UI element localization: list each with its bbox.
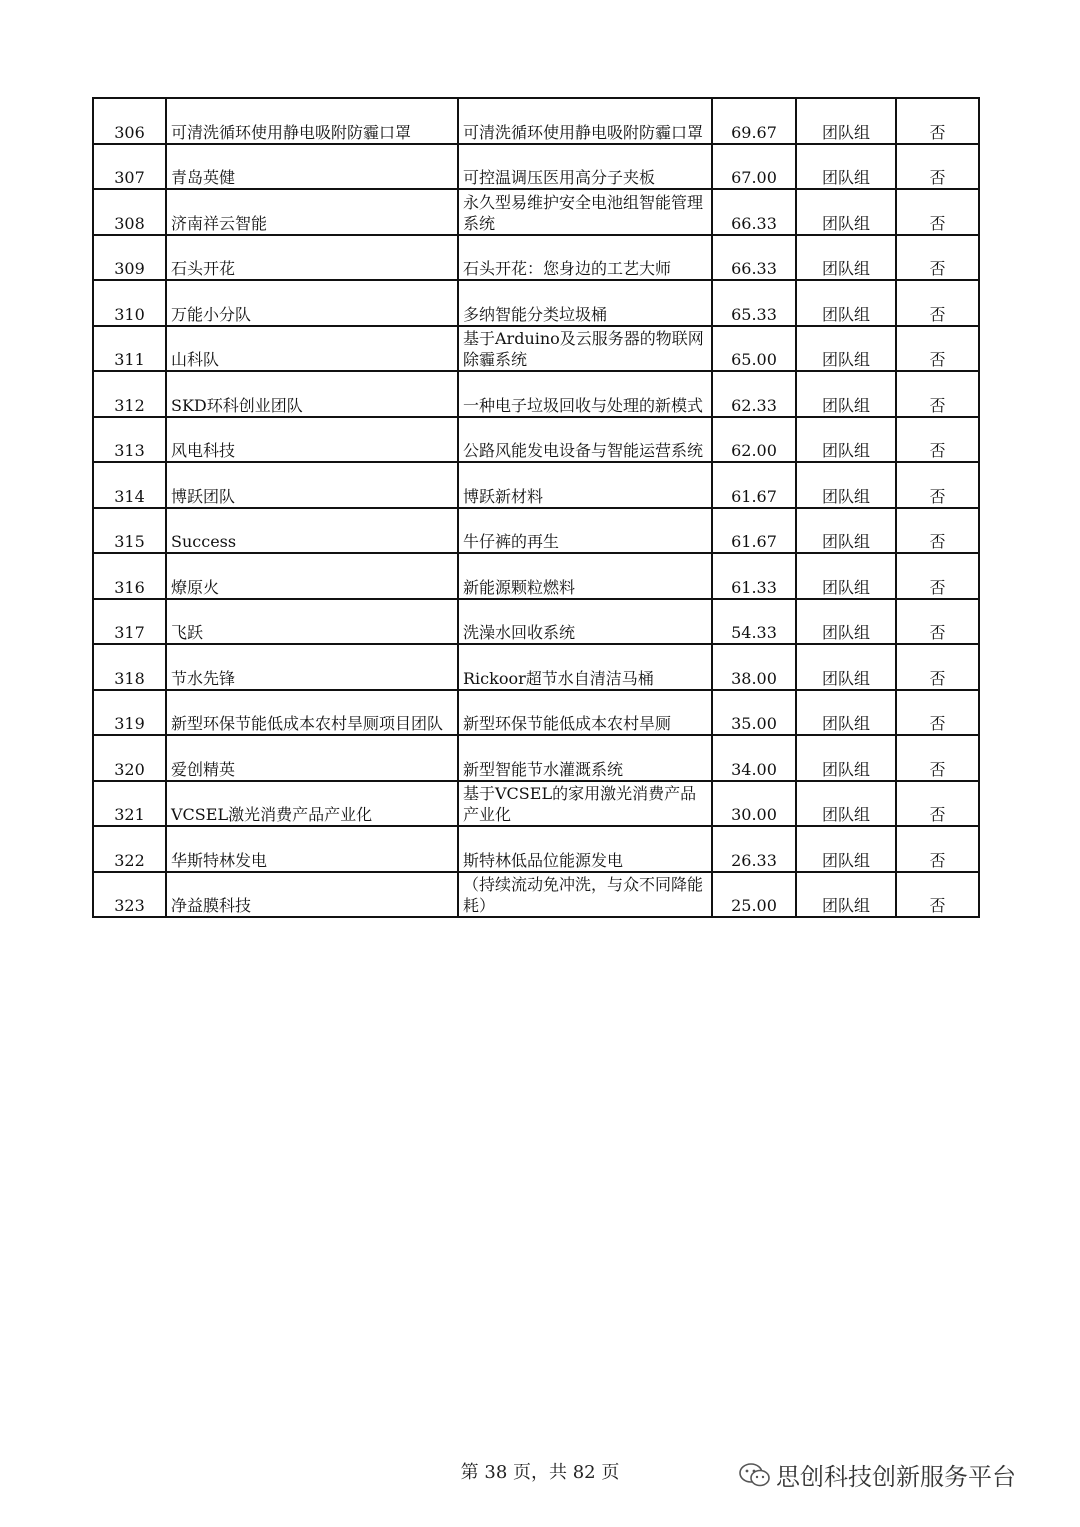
group-cell: 团队组: [796, 417, 896, 463]
group-cell: 团队组: [796, 280, 896, 326]
flag-cell: 否: [896, 371, 979, 417]
row-number-cell: 308: [93, 189, 166, 235]
table-row: [93, 553, 979, 599]
row-number-cell: 322: [93, 826, 166, 872]
project-name-cell: 可清洗循环使用静电吸附防霾口罩: [458, 98, 712, 144]
project-name-cell: 公路风能发电设备与智能运营系统: [458, 417, 712, 463]
project-name-cell: 洗澡水回收系统: [458, 599, 712, 645]
group-cell: 团队组: [796, 644, 896, 690]
team-name-cell: 燎原火: [166, 553, 458, 599]
project-name-cell: Rickoor超节水自清洁马桶: [458, 644, 712, 690]
group-cell: 团队组: [796, 735, 896, 781]
table-row: [93, 189, 979, 235]
group-cell: 团队组: [796, 462, 896, 508]
project-name-cell: 新型环保节能低成本农村旱厕: [458, 690, 712, 736]
score-cell: 34.00: [712, 735, 796, 781]
project-name-cell: 基于VCSEL的家用激光消费产品产业化: [458, 781, 712, 827]
row-number-cell: 314: [93, 462, 166, 508]
flag-cell: 否: [896, 144, 979, 190]
score-cell: 61.67: [712, 462, 796, 508]
row-number-cell: 307: [93, 144, 166, 190]
watermark: [738, 1457, 1016, 1492]
table-row: [93, 326, 979, 372]
score-cell: 65.00: [712, 326, 796, 372]
flag-cell: 否: [896, 872, 979, 918]
row-number-cell: 306: [93, 98, 166, 144]
table-row: [93, 235, 979, 281]
project-name-cell: 一种电子垃圾回收与处理的新模式: [458, 371, 712, 417]
row-number-cell: 320: [93, 735, 166, 781]
group-cell: 团队组: [796, 553, 896, 599]
score-cell: 35.00: [712, 690, 796, 736]
team-name-cell: 万能小分队: [166, 280, 458, 326]
table-row: [93, 781, 979, 827]
team-name-cell: 节水先锋: [166, 644, 458, 690]
flag-cell: 否: [896, 553, 979, 599]
score-cell: 61.33: [712, 553, 796, 599]
results-table: [92, 97, 980, 918]
table-row: [93, 644, 979, 690]
watermark-text: 思创科技创新服务平台: [776, 1463, 1016, 1491]
score-cell: 26.33: [712, 826, 796, 872]
group-cell: 团队组: [796, 144, 896, 190]
group-cell: 团队组: [796, 235, 896, 281]
flag-cell: 否: [896, 599, 979, 645]
project-name-cell: 多纳智能分类垃圾桶: [458, 280, 712, 326]
project-name-cell: 博跃新材料: [458, 462, 712, 508]
flag-cell: 否: [896, 98, 979, 144]
team-name-cell: 青岛英健: [166, 144, 458, 190]
table-row: [93, 735, 979, 781]
team-name-cell: VCSEL激光消费产品产业化: [166, 781, 458, 827]
row-number-cell: 323: [93, 872, 166, 918]
flag-cell: 否: [896, 735, 979, 781]
team-name-cell: 爱创精英: [166, 735, 458, 781]
group-cell: 团队组: [796, 98, 896, 144]
flag-cell: 否: [896, 644, 979, 690]
team-name-cell: 博跃团队: [166, 462, 458, 508]
project-name-cell: 牛仔裤的再生: [458, 508, 712, 554]
row-number-cell: 318: [93, 644, 166, 690]
row-number-cell: 317: [93, 599, 166, 645]
table-row: [93, 371, 979, 417]
row-number-cell: 309: [93, 235, 166, 281]
team-name-cell: Success: [166, 508, 458, 554]
table-row: [93, 599, 979, 645]
project-name-cell: 石头开花：您身边的工艺大师: [458, 235, 712, 281]
table-row: [93, 280, 979, 326]
flag-cell: 否: [896, 235, 979, 281]
team-name-cell: 净益膜科技: [166, 872, 458, 918]
team-name-cell: 石头开花: [166, 235, 458, 281]
team-name-cell: 新型环保节能低成本农村旱厕项目团队: [166, 690, 458, 736]
group-cell: 团队组: [796, 189, 896, 235]
table-row: [93, 417, 979, 463]
row-number-cell: 312: [93, 371, 166, 417]
table-row: [93, 508, 979, 554]
flag-cell: 否: [896, 690, 979, 736]
score-cell: 62.00: [712, 417, 796, 463]
team-name-cell: 山科队: [166, 326, 458, 372]
score-cell: 65.33: [712, 280, 796, 326]
team-name-cell: 飞跃: [166, 599, 458, 645]
project-name-cell: 新能源颗粒燃料: [458, 553, 712, 599]
flag-cell: 否: [896, 508, 979, 554]
group-cell: 团队组: [796, 872, 896, 918]
group-cell: 团队组: [796, 826, 896, 872]
table-row: [93, 98, 979, 144]
score-cell: 54.33: [712, 599, 796, 645]
row-number-cell: 316: [93, 553, 166, 599]
project-name-cell: 永久型易维护安全电池组智能管理系统: [458, 189, 712, 235]
flag-cell: 否: [896, 417, 979, 463]
group-cell: 团队组: [796, 781, 896, 827]
row-number-cell: 311: [93, 326, 166, 372]
row-number-cell: 319: [93, 690, 166, 736]
team-name-cell: 济南祥云智能: [166, 189, 458, 235]
table-row: [93, 826, 979, 872]
page-number: 第 38 页，共 82 页: [460, 1462, 620, 1483]
score-cell: 25.00: [712, 872, 796, 918]
group-cell: 团队组: [796, 508, 896, 554]
flag-cell: 否: [896, 280, 979, 326]
project-name-cell: 斯特林低品位能源发电: [458, 826, 712, 872]
table-row: [93, 872, 979, 918]
results-table-body: [93, 98, 979, 917]
team-name-cell: 风电科技: [166, 417, 458, 463]
score-cell: 61.67: [712, 508, 796, 554]
score-cell: 38.00: [712, 644, 796, 690]
team-name-cell: SKD环科创业团队: [166, 371, 458, 417]
row-number-cell: 315: [93, 508, 166, 554]
row-number-cell: 321: [93, 781, 166, 827]
flag-cell: 否: [896, 462, 979, 508]
flag-cell: 否: [896, 326, 979, 372]
table-row: [93, 690, 979, 736]
flag-cell: 否: [896, 781, 979, 827]
score-cell: 69.67: [712, 98, 796, 144]
score-cell: 67.00: [712, 144, 796, 190]
team-name-cell: 可清洗循环使用静电吸附防霾口罩: [166, 98, 458, 144]
group-cell: 团队组: [796, 690, 896, 736]
group-cell: 团队组: [796, 326, 896, 372]
project-name-cell: 可控温调压医用高分子夹板: [458, 144, 712, 190]
group-cell: 团队组: [796, 371, 896, 417]
table-row: [93, 462, 979, 508]
score-cell: 66.33: [712, 189, 796, 235]
score-cell: 66.33: [712, 235, 796, 281]
row-number-cell: 313: [93, 417, 166, 463]
group-cell: 团队组: [796, 599, 896, 645]
score-cell: 30.00: [712, 781, 796, 827]
project-name-cell: （持续流动免冲洗，与众不同降能耗）: [458, 872, 712, 918]
project-name-cell: 基于Arduino及云服务器的物联网除霾系统: [458, 326, 712, 372]
row-number-cell: 310: [93, 280, 166, 326]
flag-cell: 否: [896, 826, 979, 872]
score-cell: 62.33: [712, 371, 796, 417]
wechat-icon: [738, 1462, 772, 1488]
flag-cell: 否: [896, 189, 979, 235]
table-row: [93, 144, 979, 190]
project-name-cell: 新型智能节水灌溉系统: [458, 735, 712, 781]
team-name-cell: 华斯特林发电: [166, 826, 458, 872]
